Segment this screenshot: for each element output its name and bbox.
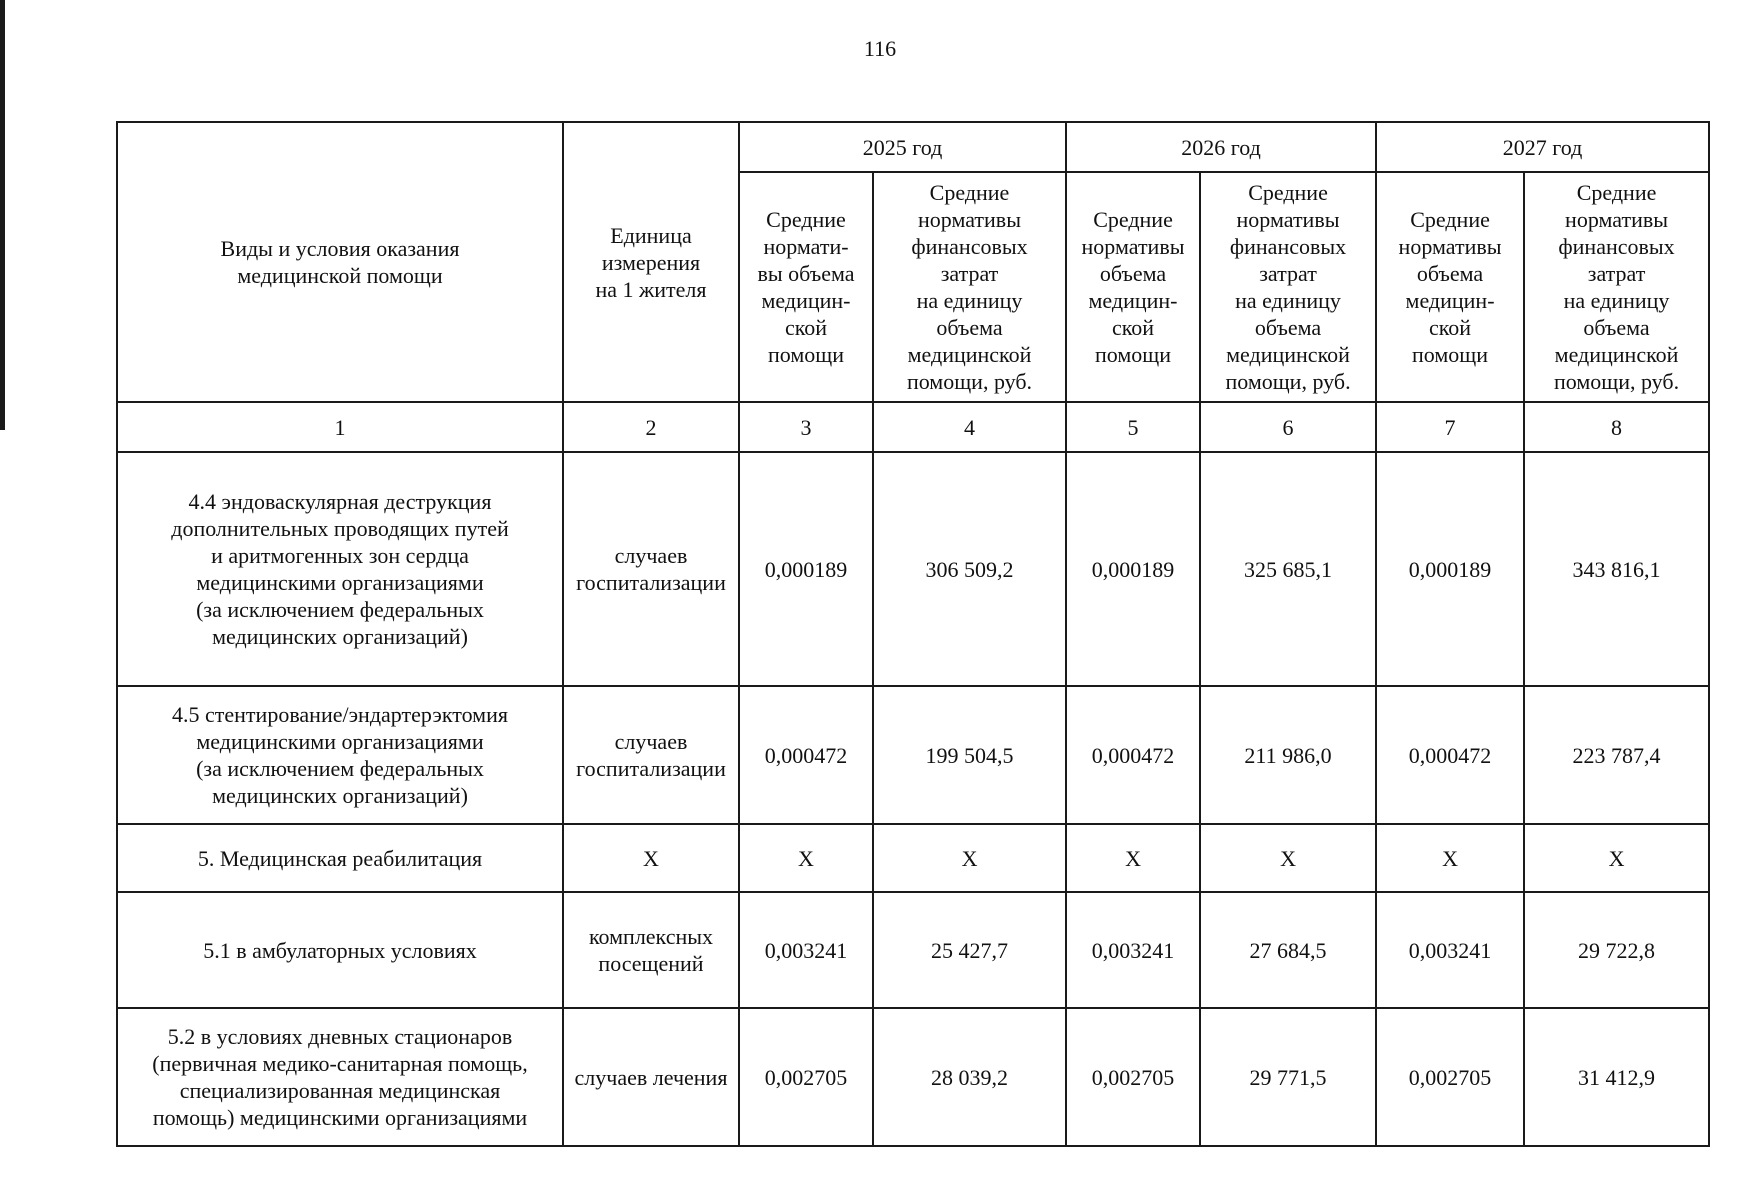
cell-volume-2026: 0,000472 xyxy=(1066,686,1200,824)
cell-cost-2025: 25 427,7 xyxy=(873,892,1066,1008)
cell-cost-2025: 28 039,2 xyxy=(873,1008,1066,1146)
table-row xyxy=(117,686,1709,824)
column-number: 2 xyxy=(563,402,739,452)
header-volume-2025: Средние нормати- вы объема медицин- ской помощи xyxy=(739,172,873,402)
column-number: 7 xyxy=(1376,402,1524,452)
cell-cost-2026: 29 771,5 xyxy=(1200,1008,1376,1146)
cell-cost-2025: 306 509,2 xyxy=(873,452,1066,686)
column-number: 1 xyxy=(117,402,563,452)
row-name: 4.5 стентирование/эндартерэктомия медицинскими организациями (за исключением федеральных медицинских организаций) xyxy=(117,686,563,824)
cell-cost-2025: 199 504,5 xyxy=(873,686,1066,824)
row-name: 5.2 в условиях дневных стационаров (первичная медико-санитарная помощь, специализированная медицинская помощь) медицинскими организациями xyxy=(117,1008,563,1146)
column-number-row xyxy=(117,402,1709,452)
row-unit: комплексных посещений xyxy=(563,892,739,1008)
row-unit: случаев госпитализации xyxy=(563,452,739,686)
cell-volume-2027: Х xyxy=(1376,824,1524,892)
column-number: 8 xyxy=(1524,402,1709,452)
row-unit: случаев лечения xyxy=(563,1008,739,1146)
cell-cost-2026: 325 685,1 xyxy=(1200,452,1376,686)
row-unit: случаев госпитализации xyxy=(563,686,739,824)
table-row-section xyxy=(117,824,1709,892)
column-number: 6 xyxy=(1200,402,1376,452)
cell-cost-2026: Х xyxy=(1200,824,1376,892)
cell-volume-2025: 0,000189 xyxy=(739,452,873,686)
cell-volume-2026: 0,002705 xyxy=(1066,1008,1200,1146)
cell-volume-2026: 0,000189 xyxy=(1066,452,1200,686)
cell-cost-2027: 343 816,1 xyxy=(1524,452,1709,686)
cell-cost-2026: 211 986,0 xyxy=(1200,686,1376,824)
header-row-years xyxy=(117,122,1709,172)
header-unit: Единица измерения на 1 жителя xyxy=(563,122,739,402)
cell-cost-2027: Х xyxy=(1524,824,1709,892)
cell-volume-2026: Х xyxy=(1066,824,1200,892)
cell-cost-2026: 27 684,5 xyxy=(1200,892,1376,1008)
cell-volume-2027: 0,000189 xyxy=(1376,452,1524,686)
column-number: 3 xyxy=(739,402,873,452)
header-year-2026: 2026 год xyxy=(1066,122,1376,172)
row-unit: Х xyxy=(563,824,739,892)
header-kind-of-care: Виды и условия оказания медицинской помощи xyxy=(117,122,563,402)
header-volume-2027: Средние нормативы объема медицин- ской помощи xyxy=(1376,172,1524,402)
cell-cost-2027: 223 787,4 xyxy=(1524,686,1709,824)
cell-cost-2027: 29 722,8 xyxy=(1524,892,1709,1008)
table-row xyxy=(117,1008,1709,1146)
cell-volume-2025: 0,002705 xyxy=(739,1008,873,1146)
header-cost-2027: Средние нормативы финансовых затрат на единицу объема медицинской помощи, руб. xyxy=(1524,172,1709,402)
cell-volume-2027: 0,000472 xyxy=(1376,686,1524,824)
cell-volume-2025: 0,000472 xyxy=(739,686,873,824)
row-name: 4.4 эндоваскулярная деструкция дополнительных проводящих путей и аритмогенных зон сердца медицинскими организациями (за исключением федеральных медицинских организаций) xyxy=(117,452,563,686)
cell-cost-2025: Х xyxy=(873,824,1066,892)
header-year-2027: 2027 год xyxy=(1376,122,1709,172)
cell-volume-2027: 0,002705 xyxy=(1376,1008,1524,1146)
header-volume-2026: Средние нормативы объема медицин- ской помощи xyxy=(1066,172,1200,402)
row-name: 5. Медицинская реабилитация xyxy=(117,824,563,892)
page-number: 116 xyxy=(863,36,897,61)
norms-table xyxy=(116,121,1710,1147)
column-number: 4 xyxy=(873,402,1066,452)
row-name: 5.1 в амбулаторных условиях xyxy=(117,892,563,1008)
cell-volume-2027: 0,003241 xyxy=(1376,892,1524,1008)
table-row xyxy=(117,452,1709,686)
cell-volume-2025: Х xyxy=(739,824,873,892)
scan-edge xyxy=(0,0,5,430)
cell-volume-2026: 0,003241 xyxy=(1066,892,1200,1008)
header-cost-2026: Средние нормативы финансовых затрат на единицу объема медицинской помощи, руб. xyxy=(1200,172,1376,402)
cell-cost-2027: 31 412,9 xyxy=(1524,1008,1709,1146)
header-cost-2025: Средние нормативы финансовых затрат на единицу объема медицинской помощи, руб. xyxy=(873,172,1066,402)
cell-volume-2025: 0,003241 xyxy=(739,892,873,1008)
header-year-2025: 2025 год xyxy=(739,122,1066,172)
table-row xyxy=(117,892,1709,1008)
column-number: 5 xyxy=(1066,402,1200,452)
